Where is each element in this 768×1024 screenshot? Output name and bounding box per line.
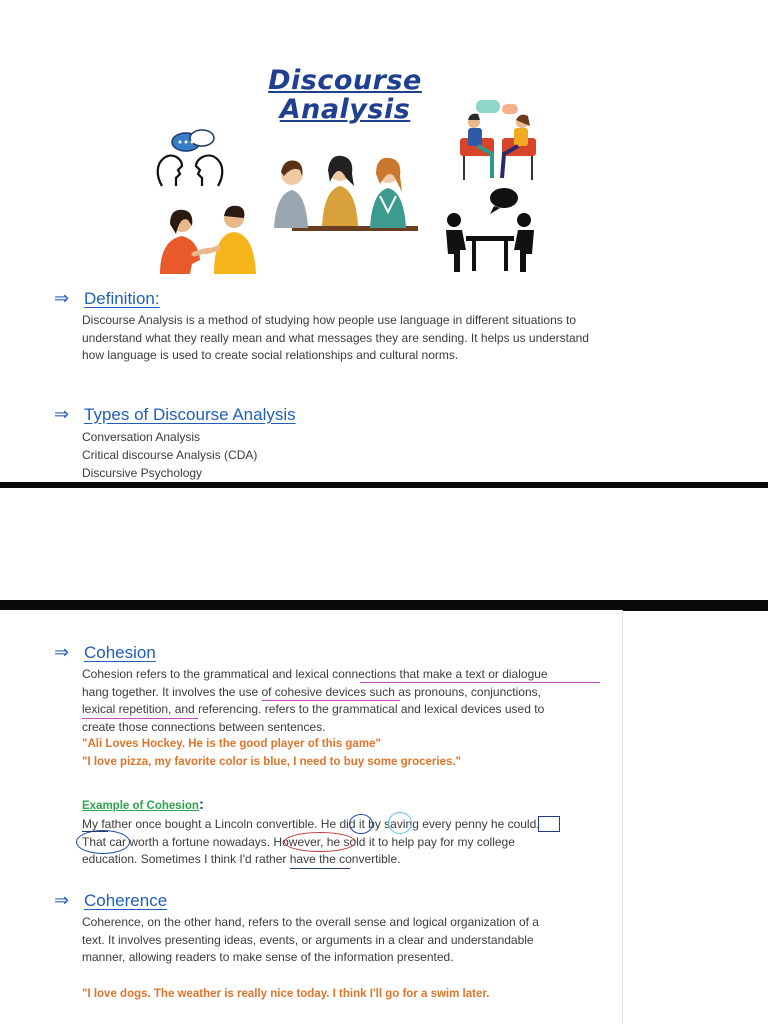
annotation-circle xyxy=(388,812,412,834)
types-list xyxy=(82,428,257,482)
group-conversation-icon xyxy=(272,152,418,234)
two-people-talking-icon xyxy=(154,204,260,274)
definition-body: Discourse Analysis is a method of studying how people use language in different situations to understand what they really mean and what messages they are sending. It helps us understand how language is used to create social relationships and cultural norms. xyxy=(82,313,589,362)
coherence-heading: ⇒ Coherence xyxy=(54,890,168,910)
annotation-circle xyxy=(76,830,130,854)
slide-cohesion-coherence xyxy=(0,610,623,1024)
arrow-right-icon: ⇒ xyxy=(54,288,70,308)
list-item: Conversation Analysis xyxy=(82,430,201,444)
meeting-table-icon xyxy=(444,188,536,274)
coherence-body: Coherence, on the other hand, refers to the overall sense and logical organization of a text. It involves presenting ideas, events, or arguments in a clear and understandable manner, allowing readers to make sense of the information presented. xyxy=(82,915,539,964)
cohesion-example-1: "Ali Loves Hockey. He is the good player of this game" xyxy=(82,738,381,750)
highlight-underline xyxy=(360,682,600,683)
list-item: Discursive Psychology xyxy=(82,466,203,480)
arrow-right-icon: ⇒ xyxy=(54,890,70,910)
types-heading: ⇒ Types of Discourse Analysis xyxy=(54,404,296,424)
annotation-underline xyxy=(82,831,108,832)
highlight-underline xyxy=(262,700,400,701)
highlight-underline xyxy=(82,718,198,719)
slide-discourse-analysis xyxy=(0,0,768,482)
arrow-right-icon: ⇒ xyxy=(54,642,70,662)
annotation-underline xyxy=(290,868,350,869)
couple-chatting-icon xyxy=(458,98,538,182)
cohesion-example-2: "I love pizza, my favorite color is blue, I need to buy some groceries." xyxy=(82,756,462,768)
list-item: Critical discourse Analysis (CDA) xyxy=(82,448,258,462)
arrow-right-icon: ⇒ xyxy=(54,404,70,424)
annotation-circle xyxy=(349,814,373,834)
page-title: Discourse Analysis xyxy=(268,65,422,125)
annotation-circle xyxy=(284,832,356,852)
annotation-box xyxy=(538,816,560,832)
talking-heads-icon xyxy=(150,128,230,188)
coherence-example: "I love dogs. The weather is really nice today. I think I'll go for a swim later. xyxy=(82,988,490,1000)
cohesion-example-paragraph: My father once bought a Lincoln convertible. He did it by saving every penny he could. That car worth a fortune nowadays. However, he sold it to help pay for my college education. Sometimes I think I'd rather have the convertible. xyxy=(82,817,540,866)
definition-heading: ⇒ Definition: xyxy=(54,288,160,308)
example-of-cohesion-label: Example of Cohesion: xyxy=(82,796,204,813)
cohesion-heading: ⇒ Cohesion xyxy=(54,642,156,662)
cohesion-body: Cohesion refers to the grammatical and lexical connections that make a text or dialogue hang together. It involves the use of cohesive devices such as pronouns, conjunctions, lexical repetition, and referencing. refers to the grammatical and lexical devices used to create those connections between sentences. xyxy=(82,667,548,734)
blank-gap xyxy=(0,488,768,600)
